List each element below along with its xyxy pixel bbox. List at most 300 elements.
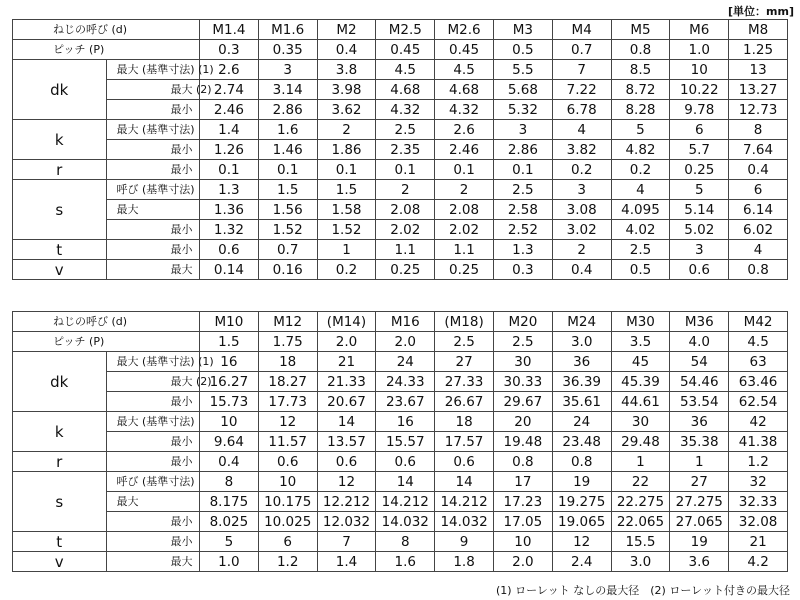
t-symbol: t <box>13 532 107 552</box>
k-row-label: 最小 <box>106 140 200 160</box>
r-row <box>13 160 788 180</box>
value-cell: 0.7 <box>258 240 317 260</box>
value-cell: 1.5 <box>200 332 259 352</box>
value-cell: 17.73 <box>258 392 317 412</box>
value-cell: 5.02 <box>670 220 729 240</box>
k-row <box>13 432 788 452</box>
v-symbol: v <box>13 552 107 572</box>
value-cell: 1.6 <box>376 552 435 572</box>
value-cell: 15.57 <box>376 432 435 452</box>
value-cell: 17.23 <box>493 492 552 512</box>
size-header-cell: M1.4 <box>200 20 259 40</box>
value-cell: 4.68 <box>376 80 435 100</box>
value-cell: 26.67 <box>435 392 494 412</box>
value-cell: 1.0 <box>670 40 729 60</box>
r-symbol: r <box>13 160 107 180</box>
value-cell: 27 <box>670 472 729 492</box>
size-header-cell: M24 <box>552 312 611 332</box>
value-cell: 3.6 <box>670 552 729 572</box>
value-cell: 1.8 <box>435 552 494 572</box>
value-cell: 3.0 <box>552 332 611 352</box>
value-cell: 17.05 <box>493 512 552 532</box>
value-cell: 24 <box>376 352 435 372</box>
s-row-label: 最小 <box>106 512 200 532</box>
s-row-label: 呼び (基準寸法) <box>106 472 200 492</box>
value-cell: 4.32 <box>435 100 494 120</box>
value-cell: 3 <box>493 120 552 140</box>
value-cell: 14.032 <box>376 512 435 532</box>
value-cell: 6 <box>729 180 788 200</box>
value-cell: 63.46 <box>729 372 788 392</box>
value-cell: 19.275 <box>552 492 611 512</box>
value-cell: 8 <box>729 120 788 140</box>
dk-row <box>13 80 788 100</box>
value-cell: 32.08 <box>729 512 788 532</box>
pitch-label: ピッチ (P) <box>13 40 200 60</box>
value-cell: 27.065 <box>670 512 729 532</box>
value-cell: 1.52 <box>317 220 376 240</box>
value-cell: 29.48 <box>611 432 670 452</box>
value-cell: 2.35 <box>376 140 435 160</box>
value-cell: 32 <box>729 472 788 492</box>
v-row <box>13 260 788 280</box>
value-cell: 3.02 <box>552 220 611 240</box>
value-cell: 13.57 <box>317 432 376 452</box>
value-cell: 0.2 <box>552 160 611 180</box>
size-header-row <box>13 312 788 332</box>
s-row <box>13 200 788 220</box>
value-cell: 2.02 <box>435 220 494 240</box>
value-cell: 19.48 <box>493 432 552 452</box>
value-cell: 0.6 <box>376 452 435 472</box>
value-cell: 24.33 <box>376 372 435 392</box>
value-cell: 10 <box>258 472 317 492</box>
r-row <box>13 452 788 472</box>
value-cell: 63 <box>729 352 788 372</box>
dk-row-label: 最小 <box>106 100 200 120</box>
r-row-label: 最小 <box>106 452 200 472</box>
value-cell: 14.212 <box>376 492 435 512</box>
value-cell: 0.8 <box>611 40 670 60</box>
value-cell: 4.2 <box>729 552 788 572</box>
value-cell: 0.6 <box>317 452 376 472</box>
value-cell: 10 <box>670 60 729 80</box>
value-cell: 1 <box>611 452 670 472</box>
value-cell: 1.26 <box>200 140 259 160</box>
value-cell: 36 <box>552 352 611 372</box>
value-cell: 2 <box>552 240 611 260</box>
unit-note: [単位：mm] <box>728 5 794 18</box>
value-cell: 1.5 <box>317 180 376 200</box>
value-cell: 8.175 <box>200 492 259 512</box>
value-cell: 1.32 <box>200 220 259 240</box>
value-cell: 0.45 <box>435 40 494 60</box>
value-cell: 0.2 <box>317 260 376 280</box>
value-cell: 1 <box>670 452 729 472</box>
value-cell: 7.22 <box>552 80 611 100</box>
value-cell: 54 <box>670 352 729 372</box>
k-row-label: 最大 (基準寸法) <box>106 412 200 432</box>
dk-symbol: dk <box>13 352 107 412</box>
value-cell: 10.175 <box>258 492 317 512</box>
s-symbol: s <box>13 472 107 532</box>
value-cell: 62.54 <box>729 392 788 412</box>
value-cell: 44.61 <box>611 392 670 412</box>
value-cell: 4.5 <box>376 60 435 80</box>
value-cell: 4.5 <box>729 332 788 352</box>
value-cell: 12.212 <box>317 492 376 512</box>
value-cell: 2.08 <box>376 200 435 220</box>
size-header-cell: M42 <box>729 312 788 332</box>
value-cell: 3.98 <box>317 80 376 100</box>
value-cell: 41.38 <box>729 432 788 452</box>
value-cell: 22.275 <box>611 492 670 512</box>
size-header-cell: M8 <box>729 20 788 40</box>
value-cell: 3 <box>552 180 611 200</box>
value-cell: 16.27 <box>200 372 259 392</box>
value-cell: 16 <box>376 412 435 432</box>
value-cell: 12 <box>552 532 611 552</box>
t-row <box>13 240 788 260</box>
value-cell: 15.5 <box>611 532 670 552</box>
value-cell: 3.62 <box>317 100 376 120</box>
value-cell: 4 <box>552 120 611 140</box>
value-cell: 6.14 <box>729 200 788 220</box>
value-cell: 30 <box>493 352 552 372</box>
size-header-cell: M2.6 <box>435 20 494 40</box>
k-symbol: k <box>13 412 107 452</box>
t-row-label: 最小 <box>106 240 200 260</box>
value-cell: 4.02 <box>611 220 670 240</box>
value-cell: 3 <box>670 240 729 260</box>
value-cell: 15.73 <box>200 392 259 412</box>
value-cell: 5 <box>670 180 729 200</box>
value-cell: 7.64 <box>729 140 788 160</box>
value-cell: 36.39 <box>552 372 611 392</box>
size-header-cell: M6 <box>670 20 729 40</box>
value-cell: 0.4 <box>729 160 788 180</box>
value-cell: 0.3 <box>493 260 552 280</box>
value-cell: 3.82 <box>552 140 611 160</box>
value-cell: 0.2 <box>611 160 670 180</box>
value-cell: 0.1 <box>376 160 435 180</box>
value-cell: 2.08 <box>435 200 494 220</box>
value-cell: 12 <box>317 472 376 492</box>
value-cell: 8.28 <box>611 100 670 120</box>
value-cell: 23.48 <box>552 432 611 452</box>
value-cell: 13 <box>729 60 788 80</box>
value-cell: 1.5 <box>258 180 317 200</box>
value-cell: 3.8 <box>317 60 376 80</box>
value-cell: 2.5 <box>376 120 435 140</box>
r-symbol: r <box>13 452 107 472</box>
value-cell: 1.36 <box>200 200 259 220</box>
value-cell: 6.78 <box>552 100 611 120</box>
value-cell: 6 <box>258 532 317 552</box>
value-cell: 2.5 <box>435 332 494 352</box>
value-cell: 1.4 <box>317 552 376 572</box>
size-header-cell: M2 <box>317 20 376 40</box>
value-cell: 4.0 <box>670 332 729 352</box>
value-cell: 3.5 <box>611 332 670 352</box>
value-cell: 0.16 <box>258 260 317 280</box>
value-cell: 24 <box>552 412 611 432</box>
v-row-label: 最大 <box>106 552 200 572</box>
value-cell: 0.4 <box>552 260 611 280</box>
dk-row-label: 最大 (基準寸法) (1) <box>106 352 200 372</box>
value-cell: 0.25 <box>670 160 729 180</box>
dk-row-label: 最小 <box>106 392 200 412</box>
value-cell: 0.7 <box>552 40 611 60</box>
size-header-label: ねじの呼び (d) <box>13 20 200 40</box>
value-cell: 14 <box>376 472 435 492</box>
value-cell: 4.68 <box>435 80 494 100</box>
value-cell: 0.6 <box>200 240 259 260</box>
value-cell: 16 <box>200 352 259 372</box>
value-cell: 0.8 <box>493 452 552 472</box>
value-cell: 0.25 <box>376 260 435 280</box>
value-cell: 27.275 <box>670 492 729 512</box>
value-cell: 0.6 <box>435 452 494 472</box>
value-cell: 54.46 <box>670 372 729 392</box>
value-cell: 2 <box>435 180 494 200</box>
value-cell: 30.33 <box>493 372 552 392</box>
value-cell: 3.0 <box>611 552 670 572</box>
value-cell: 1.3 <box>493 240 552 260</box>
value-cell: 8.5 <box>611 60 670 80</box>
value-cell: 19 <box>670 532 729 552</box>
value-cell: 10.025 <box>258 512 317 532</box>
value-cell: 2.74 <box>200 80 259 100</box>
value-cell: 27.33 <box>435 372 494 392</box>
dk-row-label: 最大 (2) <box>106 80 200 100</box>
value-cell: 0.6 <box>670 260 729 280</box>
value-cell: 4.095 <box>611 200 670 220</box>
value-cell: 9 <box>435 532 494 552</box>
value-cell: 7 <box>552 60 611 80</box>
value-cell: 18.27 <box>258 372 317 392</box>
value-cell: 2.5 <box>611 240 670 260</box>
value-cell: 14 <box>317 412 376 432</box>
value-cell: 20.67 <box>317 392 376 412</box>
k-row-label: 最小 <box>106 432 200 452</box>
dk-row <box>13 100 788 120</box>
value-cell: 5.7 <box>670 140 729 160</box>
value-cell: 4 <box>729 240 788 260</box>
value-cell: 1.6 <box>258 120 317 140</box>
size-header-cell: M1.6 <box>258 20 317 40</box>
value-cell: 0.4 <box>200 452 259 472</box>
value-cell: 4.32 <box>376 100 435 120</box>
size-header-cell: (M18) <box>435 312 494 332</box>
size-header-cell: M30 <box>611 312 670 332</box>
value-cell: 29.67 <box>493 392 552 412</box>
k-row <box>13 140 788 160</box>
value-cell: 45 <box>611 352 670 372</box>
v-symbol: v <box>13 260 107 280</box>
value-cell: 0.8 <box>552 452 611 472</box>
value-cell: 1.56 <box>258 200 317 220</box>
value-cell: 42 <box>729 412 788 432</box>
value-cell: 10 <box>200 412 259 432</box>
value-cell: 0.5 <box>493 40 552 60</box>
value-cell: 4.5 <box>435 60 494 80</box>
value-cell: 21 <box>317 352 376 372</box>
value-cell: 10.22 <box>670 80 729 100</box>
value-cell: 3 <box>258 60 317 80</box>
value-cell: 18 <box>435 412 494 432</box>
v-row <box>13 552 788 572</box>
dk-row-label: 最大 (2) <box>106 372 200 392</box>
value-cell: 5 <box>200 532 259 552</box>
t-symbol: t <box>13 240 107 260</box>
value-cell: 2.02 <box>376 220 435 240</box>
value-cell: 2.6 <box>435 120 494 140</box>
value-cell: 17.57 <box>435 432 494 452</box>
dimension-table-small <box>12 19 788 280</box>
value-cell: 2.4 <box>552 552 611 572</box>
value-cell: 0.5 <box>611 260 670 280</box>
value-cell: 8 <box>376 532 435 552</box>
value-cell: 0.3 <box>200 40 259 60</box>
value-cell: 0.1 <box>258 160 317 180</box>
value-cell: 0.4 <box>317 40 376 60</box>
value-cell: 1 <box>317 240 376 260</box>
value-cell: 11.57 <box>258 432 317 452</box>
value-cell: 23.67 <box>376 392 435 412</box>
value-cell: 0.1 <box>317 160 376 180</box>
value-cell: 2 <box>317 120 376 140</box>
value-cell: 22.065 <box>611 512 670 532</box>
value-cell: 0.25 <box>435 260 494 280</box>
value-cell: 1.75 <box>258 332 317 352</box>
value-cell: 5.5 <box>493 60 552 80</box>
value-cell: 5.32 <box>493 100 552 120</box>
value-cell: 13.27 <box>729 80 788 100</box>
value-cell: 12 <box>258 412 317 432</box>
value-cell: 53.54 <box>670 392 729 412</box>
dimension-table-large <box>12 311 788 572</box>
k-row <box>13 412 788 432</box>
value-cell: 2 <box>376 180 435 200</box>
k-row-label: 最大 (基準寸法) <box>106 120 200 140</box>
value-cell: 2.0 <box>317 332 376 352</box>
value-cell: 45.39 <box>611 372 670 392</box>
value-cell: 0.14 <box>200 260 259 280</box>
s-row <box>13 220 788 240</box>
value-cell: 27 <box>435 352 494 372</box>
k-symbol: k <box>13 120 107 160</box>
value-cell: 2.86 <box>258 100 317 120</box>
value-cell: 2.0 <box>493 552 552 572</box>
value-cell: 19 <box>552 472 611 492</box>
s-row-label: 最小 <box>106 220 200 240</box>
value-cell: 10 <box>493 532 552 552</box>
dk-row <box>13 60 788 80</box>
value-cell: 0.1 <box>435 160 494 180</box>
value-cell: 1.2 <box>258 552 317 572</box>
value-cell: 35.61 <box>552 392 611 412</box>
dk-row <box>13 372 788 392</box>
value-cell: 2.0 <box>376 332 435 352</box>
value-cell: 4 <box>611 180 670 200</box>
value-cell: 18 <box>258 352 317 372</box>
size-header-cell: M5 <box>611 20 670 40</box>
value-cell: 21.33 <box>317 372 376 392</box>
s-row <box>13 512 788 532</box>
dk-row <box>13 352 788 372</box>
k-row <box>13 120 788 140</box>
value-cell: 1.1 <box>376 240 435 260</box>
value-cell: 2.5 <box>493 180 552 200</box>
s-row-label: 最大 <box>106 200 200 220</box>
pitch-row <box>13 40 788 60</box>
value-cell: 0.6 <box>258 452 317 472</box>
value-cell: 1.52 <box>258 220 317 240</box>
size-header-cell: M20 <box>493 312 552 332</box>
value-cell: 8 <box>200 472 259 492</box>
value-cell: 4.82 <box>611 140 670 160</box>
value-cell: 22 <box>611 472 670 492</box>
value-cell: 2.5 <box>493 332 552 352</box>
size-header-label: ねじの呼び (d) <box>13 312 200 332</box>
size-header-cell: M12 <box>258 312 317 332</box>
size-header-cell: M16 <box>376 312 435 332</box>
value-cell: 9.78 <box>670 100 729 120</box>
value-cell: 35.38 <box>670 432 729 452</box>
value-cell: 12.032 <box>317 512 376 532</box>
value-cell: 36 <box>670 412 729 432</box>
value-cell: 1.4 <box>200 120 259 140</box>
v-row-label: 最大 <box>106 260 200 280</box>
s-row-label: 最大 <box>106 492 200 512</box>
value-cell: 14 <box>435 472 494 492</box>
value-cell: 1.2 <box>729 452 788 472</box>
value-cell: 2.58 <box>493 200 552 220</box>
value-cell: 6.02 <box>729 220 788 240</box>
value-cell: 8.72 <box>611 80 670 100</box>
s-row <box>13 180 788 200</box>
value-cell: 5 <box>611 120 670 140</box>
size-header-cell: M2.5 <box>376 20 435 40</box>
s-row <box>13 472 788 492</box>
value-cell: 2.46 <box>200 100 259 120</box>
s-row-label: 呼び (基準寸法) <box>106 180 200 200</box>
value-cell: 1.1 <box>435 240 494 260</box>
value-cell: 6 <box>670 120 729 140</box>
value-cell: 30 <box>611 412 670 432</box>
dk-row-label: 最大 (基準寸法) (1) <box>106 60 200 80</box>
value-cell: 0.8 <box>729 260 788 280</box>
value-cell: 1.25 <box>729 40 788 60</box>
size-header-cell: M10 <box>200 312 259 332</box>
value-cell: 1.46 <box>258 140 317 160</box>
t-row-label: 最小 <box>106 532 200 552</box>
value-cell: 9.64 <box>200 432 259 452</box>
value-cell: 0.35 <box>258 40 317 60</box>
value-cell: 8.025 <box>200 512 259 532</box>
pitch-row <box>13 332 788 352</box>
t-row <box>13 532 788 552</box>
value-cell: 2.52 <box>493 220 552 240</box>
value-cell: 2.86 <box>493 140 552 160</box>
s-row <box>13 492 788 512</box>
value-cell: 3.14 <box>258 80 317 100</box>
value-cell: 12.73 <box>729 100 788 120</box>
value-cell: 32.33 <box>729 492 788 512</box>
value-cell: 20 <box>493 412 552 432</box>
value-cell: 14.212 <box>435 492 494 512</box>
